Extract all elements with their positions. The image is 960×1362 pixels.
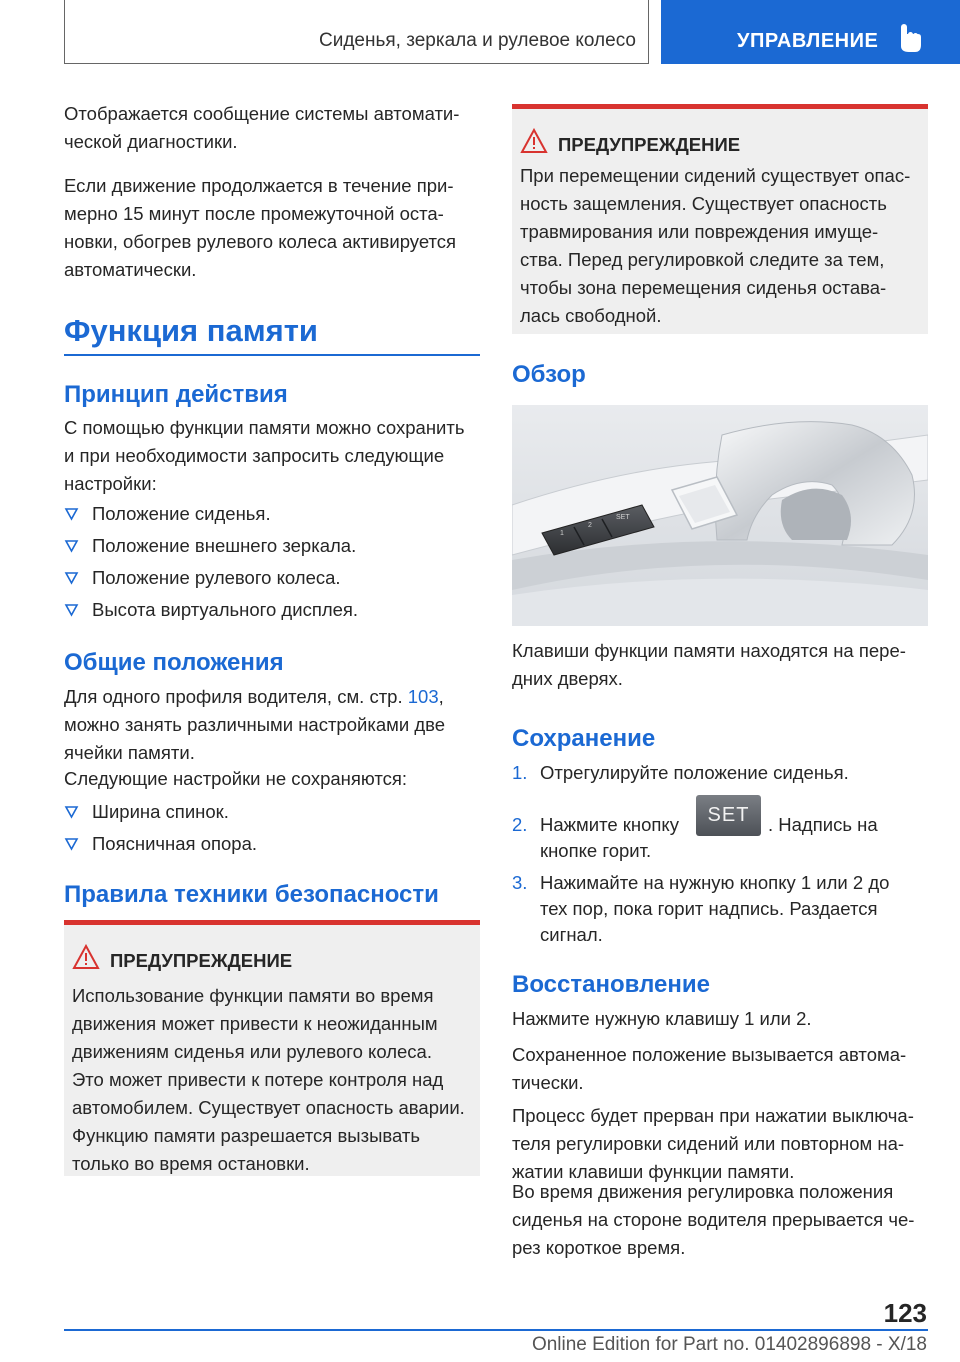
- triangle-bullet-icon: [64, 798, 80, 834]
- restore-paragraph-4: Во время движения регулировка положения сиденья на стороне водителя прерывается че- рез короткое время.: [512, 1181, 915, 1258]
- list-item: Положение рулевого колеса.: [64, 564, 464, 592]
- step-item: 1. Отрегулируйте положение сиденья.: [512, 762, 849, 783]
- warning-text: При перемещении сидений существует опас- ность защемления. Существует опасность травмирования или повреждения имуще- ства. Перед регулировкой следите за тем, чтобы зона перемещения сиденья остава- лась свободной.: [520, 165, 911, 326]
- heading-overview: Обзор: [512, 361, 586, 388]
- restore-paragraph-2: Сохраненное положение вызывается автома- тически.: [512, 1044, 907, 1093]
- list-item: Положение сиденья.: [64, 500, 464, 528]
- door-memory-buttons-photo: [512, 405, 928, 626]
- restore-paragraph-3: Процесс будет прерван при нажатии выключа- теля регулировки сидений или повторном на- жатии клавиши функции памяти.: [512, 1105, 914, 1182]
- warning-title: ПРЕДУПРЕЖДЕНИЕ: [558, 134, 741, 155]
- heading-safety: Правила техники безопасности: [64, 881, 439, 908]
- header-chapter-tab[interactable]: [661, 0, 960, 64]
- list-item: Высота виртуального дисплея.: [64, 596, 464, 624]
- footer-edition: Online Edition for Part no. 01402896898 - X/18: [531, 1334, 927, 1355]
- warning-bar: [64, 920, 480, 925]
- header-section-title: Сиденья, зеркала и рулевое колесо: [319, 30, 636, 51]
- photo-button-1-label: 1: [560, 530, 564, 537]
- general-paragraph: Для одного профиля водителя, см. стр. 103, можно занять различными настройками две ячейки памяти.: [64, 686, 446, 763]
- set-key-icon: SET: [696, 795, 761, 836]
- list-item: Положение внешнего зеркала.: [64, 532, 464, 560]
- overview-paragraph: Клавиши функции памяти находятся на пере- дних дверях.: [512, 640, 906, 689]
- intro-paragraph-1: Отображается сообщение системы автомати- ческой диагностики.: [64, 103, 460, 152]
- triangle-bullet-icon: [64, 500, 80, 536]
- hand-pointer-icon: [897, 22, 923, 54]
- footer-rule: [64, 1329, 928, 1331]
- header-section-box: [64, 0, 649, 64]
- restore-paragraph-1: Нажмите нужную клавишу 1 или 2.: [512, 1008, 812, 1029]
- page-number: 123: [883, 1298, 927, 1328]
- heading-principle: Принцип действия: [64, 381, 288, 408]
- heading-memory-function: Функция памяти: [64, 313, 318, 348]
- photo-button-set-label: SET: [616, 514, 630, 521]
- heading-restore: Восстановление: [512, 971, 710, 998]
- warning-text: Использование функции памяти во время движения может привести к неожиданным движениям сиденья или рулевого колеса. Это может привести к потере контроля над автомобилем. Существует опасность аварии. Функцию памяти разрешается вызывать только во время остановки.: [72, 985, 465, 1174]
- warning-box-seat: [512, 104, 928, 334]
- step-item: 2. Нажмите кнопку . Надпись на кнопке горит.: [512, 814, 878, 861]
- principle-paragraph: С помощью функции памяти можно сохранить и при необходимости запросить следующие настройки:: [64, 417, 465, 494]
- warning-triangle-icon: [520, 128, 548, 154]
- warning-triangle-icon: [72, 944, 100, 970]
- not-saved-intro: Следующие настройки не сохраняются:: [64, 768, 408, 789]
- triangle-bullet-icon: [64, 830, 80, 866]
- list-item: Ширина спинок.: [64, 798, 464, 826]
- heading-save: Сохранение: [512, 725, 656, 752]
- warning-box-memory: [64, 920, 480, 1176]
- triangle-bullet-icon: [64, 596, 80, 632]
- triangle-bullet-icon: [64, 532, 80, 568]
- header-chapter-title: УПРАВЛЕНИЕ: [737, 30, 879, 52]
- photo-button-2-label: 2: [588, 522, 592, 529]
- page-link[interactable]: 103: [407, 686, 439, 707]
- heading-general: Общие положения: [64, 649, 284, 676]
- step-item: 3. Нажимайте на нужную кнопку 1 или 2 до тех пор, пока горит надпись. Раздается сигнал.: [512, 872, 890, 945]
- warning-bar: [512, 104, 928, 109]
- warning-title: ПРЕДУПРЕЖДЕНИЕ: [110, 950, 293, 971]
- list-item: Поясничная опора.: [64, 830, 464, 858]
- heading-rule: [64, 354, 480, 356]
- intro-paragraph-2: Если движение продолжается в течение при- мерно 15 минут после промежуточной оста- новки, обогрев рулевого колеса активируется автоматически.: [64, 175, 457, 280]
- triangle-bullet-icon: [64, 564, 80, 600]
